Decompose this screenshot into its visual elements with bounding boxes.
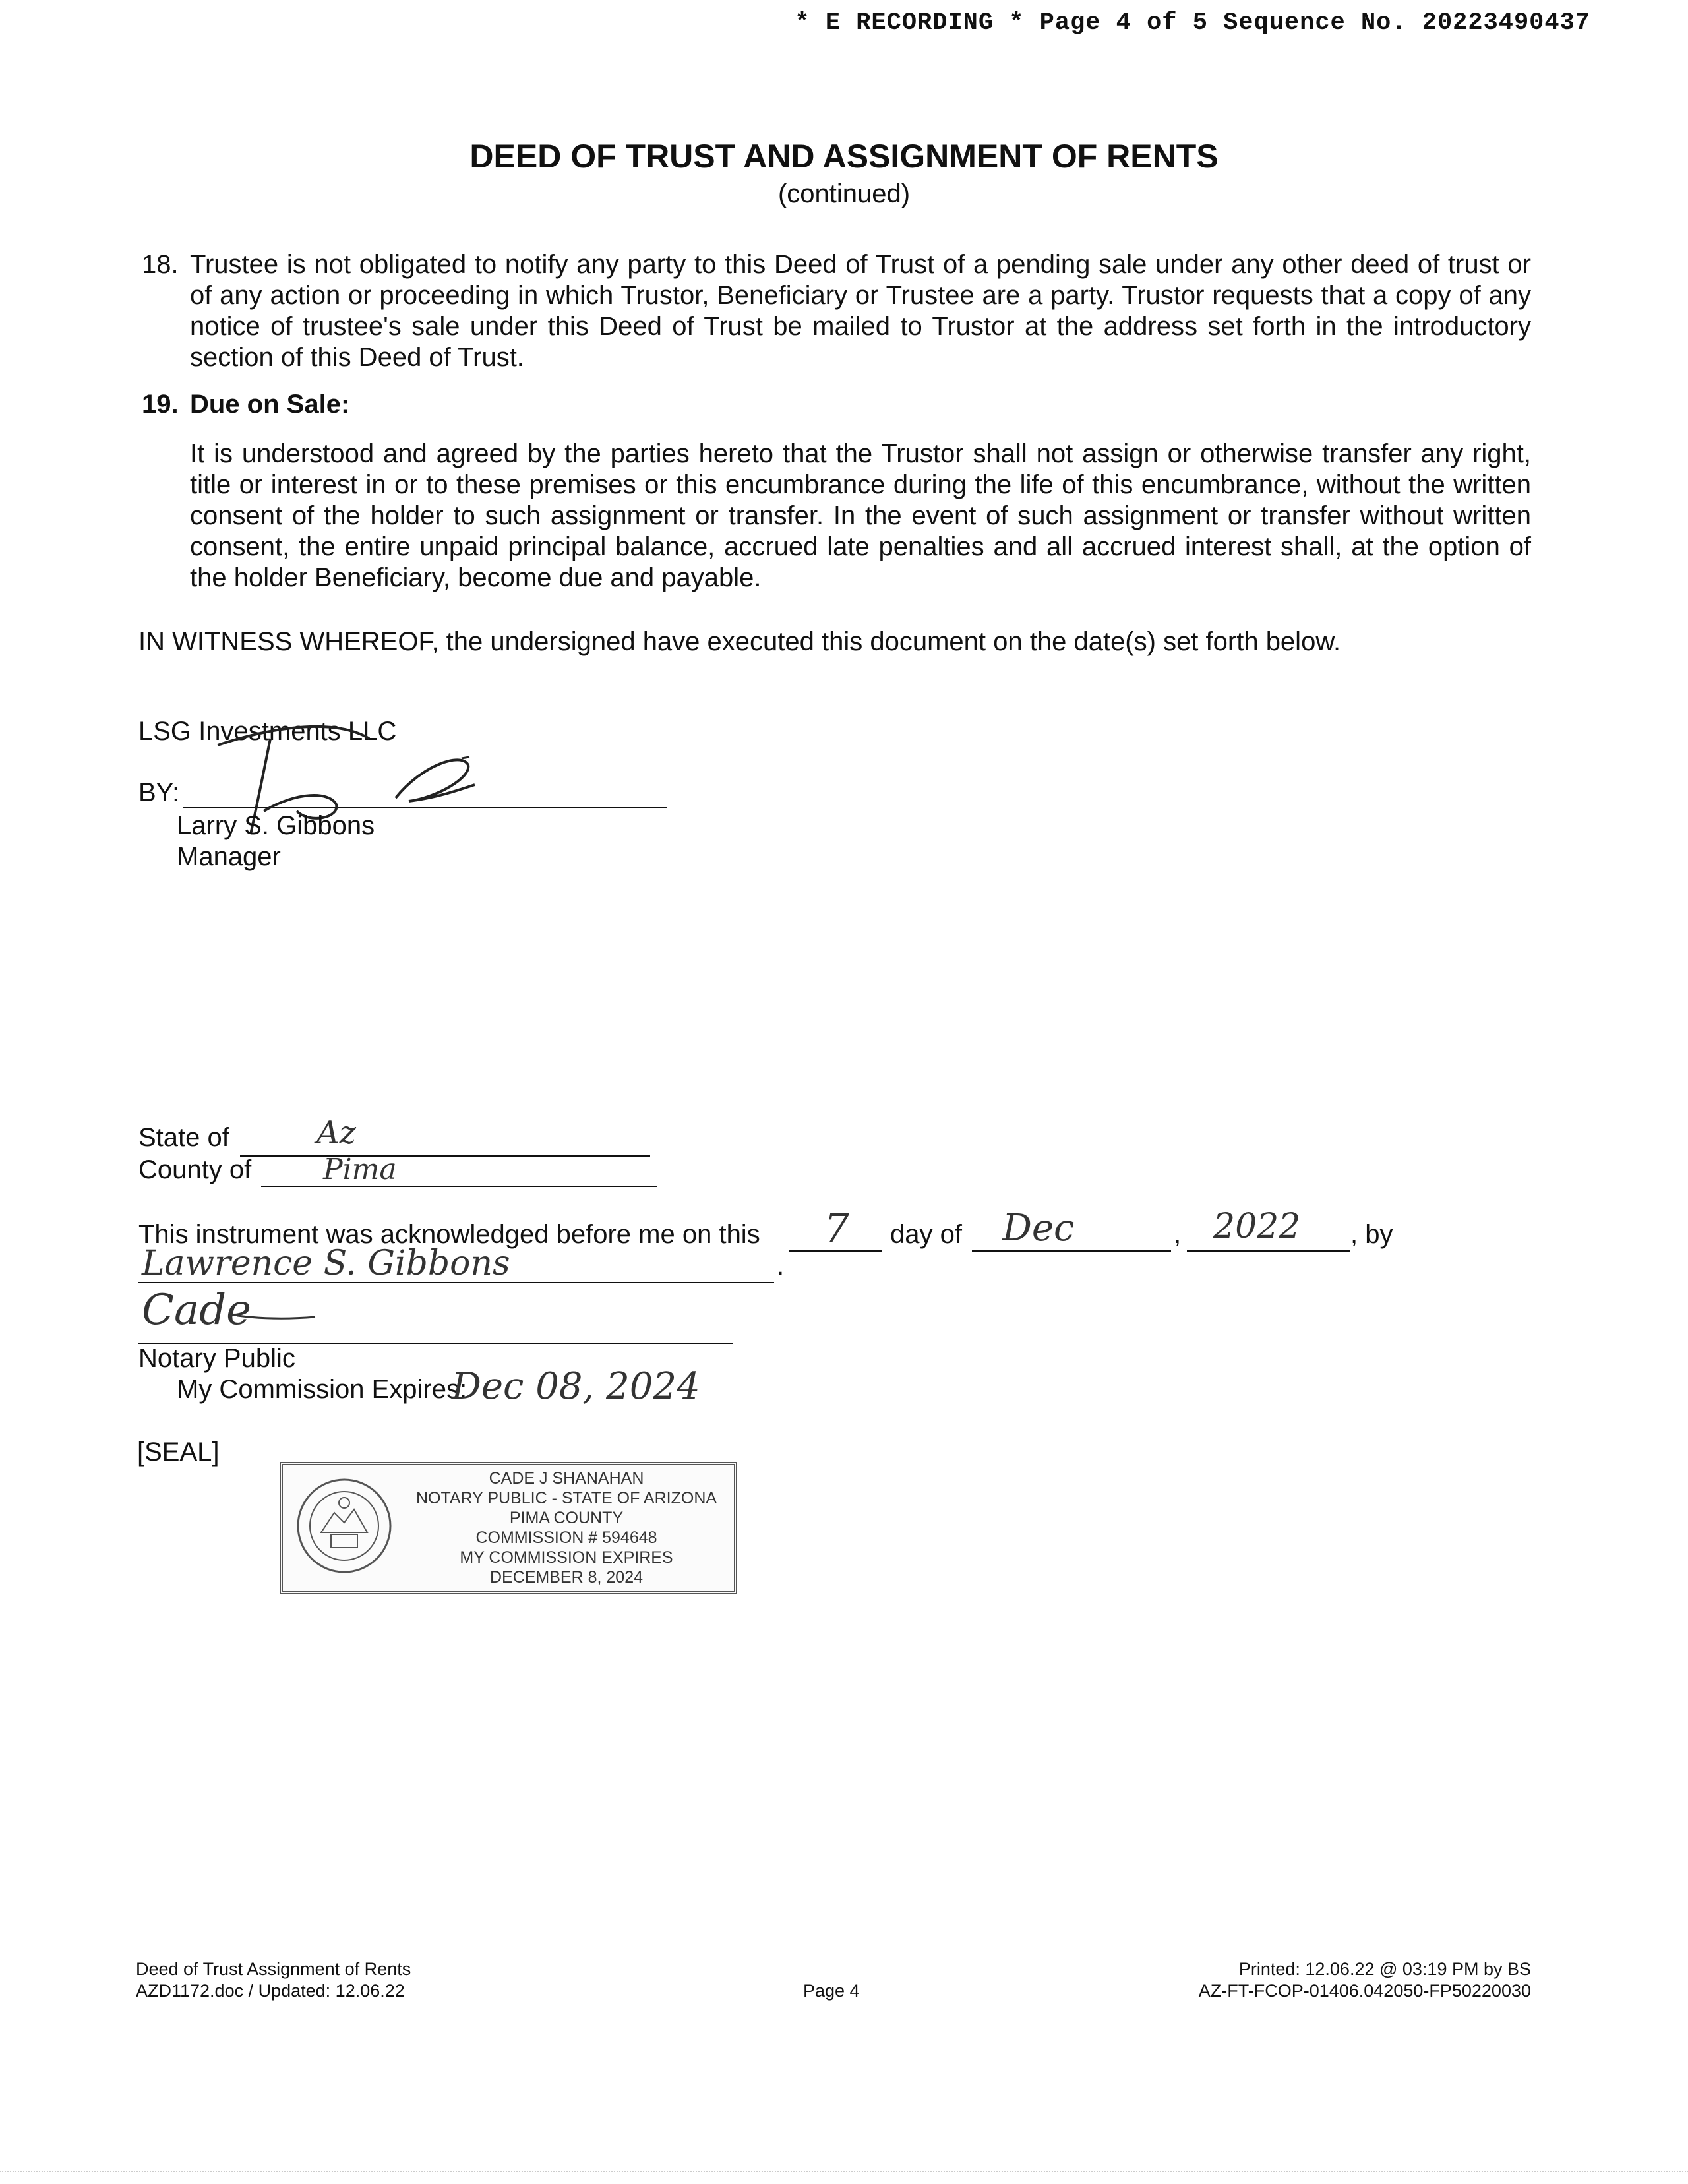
comma: , — [1174, 1220, 1182, 1249]
month-line — [972, 1250, 1171, 1252]
month-value: Dec — [1002, 1207, 1075, 1250]
notary-seal-stamp — [280, 1462, 737, 1594]
seal-line-6: DECEMBER 8, 2024 — [489, 1568, 644, 1587]
notary-signature: Cade — [142, 1286, 251, 1335]
section-19-text: It is understood and agreed by the parties hereto that the Trustor shall not assign or otherwise transfer any right, title or interest in or to these premises or this encumbrance during the life of this encumbrance, without the written consent of the holder to such assignment or transfer. In the event of such assignment or transfer without written consent, the entire unpaid principal balance, accrued late penalties and all accrued interest shall, at the option of the holder Beneficiary, become due and payable. — [190, 439, 1531, 592]
footer-right-line-1: Printed: 12.06.22 @ 03:19 PM by BS — [1238, 1959, 1531, 1979]
year-value: 2022 — [1213, 1207, 1301, 1246]
day-of-label: day of — [890, 1220, 962, 1249]
footer-right-line-2: AZ-FT-FCOP-01406.042050-FP50220030 — [1198, 1981, 1531, 2001]
state-value: Az — [316, 1114, 356, 1151]
ack-period: . — [777, 1252, 785, 1281]
footer-right — [1199, 1958, 1531, 2002]
county-line — [261, 1186, 657, 1187]
footer-left — [136, 1958, 411, 2002]
document-title: DEED OF TRUST AND ASSIGNMENT OF RENTS — [469, 138, 1219, 175]
signer-title: Manager — [177, 842, 281, 871]
section-19-heading: Due on Sale: — [190, 390, 350, 419]
section-18-text: Trustee is not obligated to notify any party to this Deed of Trust of a pending sale under any other deed of trust or of any action or proceeding in which Trustor, Beneficiary or Trustee are a party. Trustor requests that a copy of any notice of trustee's sale under this Deed of Trust be mailed to Trustor at the address set forth in the introductory section of this Deed of Trust. — [190, 250, 1531, 372]
by-label: BY: — [138, 778, 180, 807]
seal-label: [SEAL] — [137, 1438, 220, 1467]
witness-clause: IN WITNESS WHEREOF, the undersigned have executed this document on the date(s) set forth below. — [138, 627, 1341, 656]
arizona-seal-emblem — [295, 1476, 394, 1575]
document-subtitle: (continued) — [777, 179, 911, 208]
county-label: County of — [138, 1155, 252, 1184]
section-19-number: 19. — [142, 390, 179, 419]
seal-line-4: COMMISSION # 594648 — [475, 1529, 657, 1547]
seal-line-3: PIMA COUNTY — [509, 1509, 624, 1527]
recording-header: * E RECORDING * Page 4 of 5 Sequence No. 20223490437 — [795, 9, 1590, 37]
state-line — [240, 1155, 650, 1157]
county-value: Pima — [323, 1153, 397, 1186]
state-label: State of — [138, 1123, 229, 1152]
scan-edge-artifact — [0, 2171, 1688, 2172]
year-line — [1187, 1250, 1350, 1252]
acknowledged-name: Lawrence S. Gibbons — [142, 1244, 510, 1283]
commission-value: Dec 08, 2024 — [452, 1365, 700, 1408]
seal-line-1: CADE J SHANAHAN — [489, 1469, 644, 1488]
notary-public-label: Notary Public — [138, 1344, 295, 1373]
ack-prefix: This instrument was acknowledged before me on this — [138, 1220, 760, 1249]
signer-name: Larry S. Gibbons — [177, 811, 375, 840]
company-name: LSG Investments LLC — [138, 717, 397, 746]
footer-page-number: Page 4 — [803, 1981, 860, 2001]
notary-signature-flourish — [237, 1309, 316, 1322]
by-suffix: , by — [1350, 1220, 1393, 1249]
section-18-number: 18. — [142, 250, 179, 279]
footer-left-line-1: Deed of Trust Assignment of Rents — [136, 1959, 411, 1979]
commission-label: My Commission Expires: — [177, 1375, 467, 1404]
day-value: 7 — [824, 1205, 850, 1252]
seal-line-5: MY COMMISSION EXPIRES — [460, 1548, 673, 1567]
footer-left-line-2: AZD1172.doc / Updated: 12.06.22 — [136, 1981, 405, 2001]
seal-line-2: NOTARY PUBLIC - STATE OF ARIZONA — [415, 1489, 717, 1507]
